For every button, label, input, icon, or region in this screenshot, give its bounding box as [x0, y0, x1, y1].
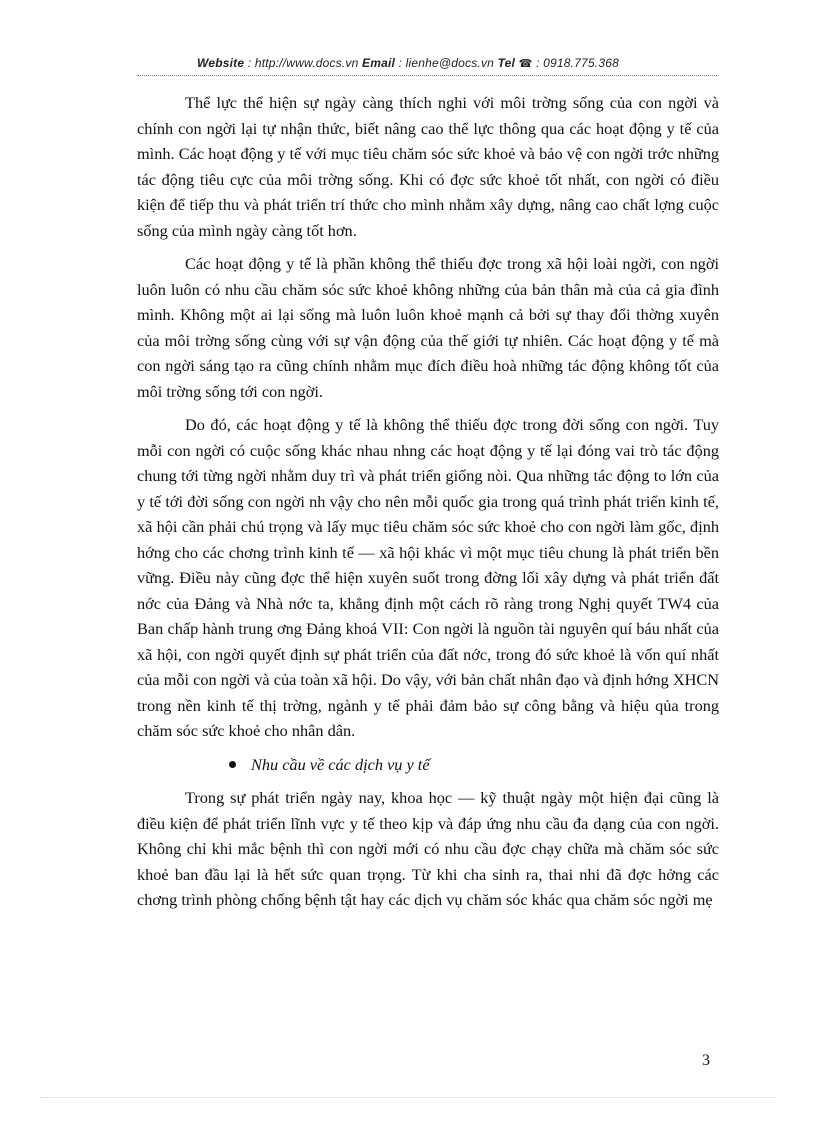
tel-label: Tel	[497, 56, 516, 70]
bullet-icon	[229, 761, 236, 768]
section-heading: Nhu cầu về các dịch vụ y tế	[251, 754, 430, 774]
website-url[interactable]: http://www.docs.vn	[254, 56, 359, 70]
website-label: Website	[197, 56, 245, 70]
tel-number: : 0918.775.368	[532, 56, 619, 70]
email-separator: :	[395, 56, 406, 70]
email-address[interactable]: lienhe@docs.vn	[405, 56, 495, 70]
phone-icon: ☎	[518, 58, 533, 70]
header-divider	[137, 75, 717, 76]
footer-divider	[40, 1097, 776, 1098]
document-body	[137, 90, 719, 921]
paragraph-4: Trong sự phát triển ngày nay, khoa học — kỹ thuật ngày một hiện đại cũng là điều kiện để phát triển lĩnh vực y tế theo kịp và đáp ứng nhu cầu đa dạng của con ngời. Không chỉ khi mắc bệnh thì con ngời mới có nhu cầu đợc chạy chữa mà chăm sóc sức khoẻ ban đầu lại là hết sức quan trọng. Từ khi cha sinh ra, thai nhi đã đợc hởng các chơng trình phòng chống bệnh tật hay các dịch vụ chăm sóc khác qua chăm sóc ngời mẹ	[137, 788, 719, 909]
section-bullet	[229, 752, 719, 778]
page-number: 3	[702, 1052, 710, 1069]
email-label: Email	[362, 56, 396, 70]
page-header	[0, 56, 816, 70]
paragraph-2: Các hoạt động y tế là phần không thể thiếu đợc trong xã hội loài ngời, con ngời luôn luôn có nhu cầu chăm sóc sức khoẻ không những của bản thân mà của cả gia đình mình. Không một ai lại sống mà luôn luôn khoẻ mạnh cả bởi sự thay đổi thờng xuyên của môi trờng sống cùng với sự vận động của thế giới tự nhiên. Các hoạt động y tế mà con ngời sáng tạo ra cũng chính nhằm mục đích điều hoà những tác động không tốt của môi trờng sống tới con ngời.	[137, 254, 719, 401]
paragraph-3: Do đó, các hoạt động y tế là không thể thiếu đợc trong đời sống con ngời. Tuy mỗi con ngời có cuộc sống khác nhau nhng các hoạt động y tế lại đóng vai trò tác động chung tới từng ngời nhằm duy trì và phát triển giống nòi. Qua những tác động to lớn của y tế tới đời sống con ngời nh vậy cho nên mỗi quốc gia trong quá trình phát triển kinh tế, xã hội cần phải chú trọng và lấy mục tiêu chăm sóc sức khoẻ cho con ngời làm gốc, định hớng cho các chơng trình kinh tế — xã hội khác vì một mục tiêu chung là phát triển bền vững. Điều này cũng đợc thể hiện xuyên suốt trong đờng lối xây dựng và phát triển đất nớc của Đảng và Nhà nớc ta, khẳng định một cách rõ ràng trong Nghị quyết TW4 của Ban chấp hành trung ơng Đảng khoá VII: Con ngời là nguồn tài nguyên quí báu nhất của xã hội, con ngời quyết định sự phát triển của đất nớc, trong đó sức khoẻ là vốn quí nhất của mỗi con ngời và của toàn xã hội. Do vậy, với bản chất nhân đạo và định hớng XHCN trong nền kinh tế thị trờng, ngành y tế phải đảm bảo sự công bằng và hiệu qủa trong chăm sóc sức khoẻ cho nhân dân.	[137, 415, 719, 740]
website-separator: :	[244, 56, 255, 70]
paragraph-1: Thể lực thể hiện sự ngày càng thích nghi với môi trờng sống của con ngời và chính con ngời lại tự nhận thức, biết nâng cao thể lực thông qua các hoạt động y tế của mình. Các hoạt động y tế với mục tiêu chăm sóc sức khoẻ và bảo vệ con ngời trớc những tác động tiêu cực của môi trờng sống. Khi có đợc sức khoẻ tốt nhất, con ngời có điều kiện để tiếp thu và phát triển trí thức cho mình nhằm xây dựng, nâng cao chất lợng cuộc sống của mình ngày càng tốt hơn.	[137, 93, 719, 240]
